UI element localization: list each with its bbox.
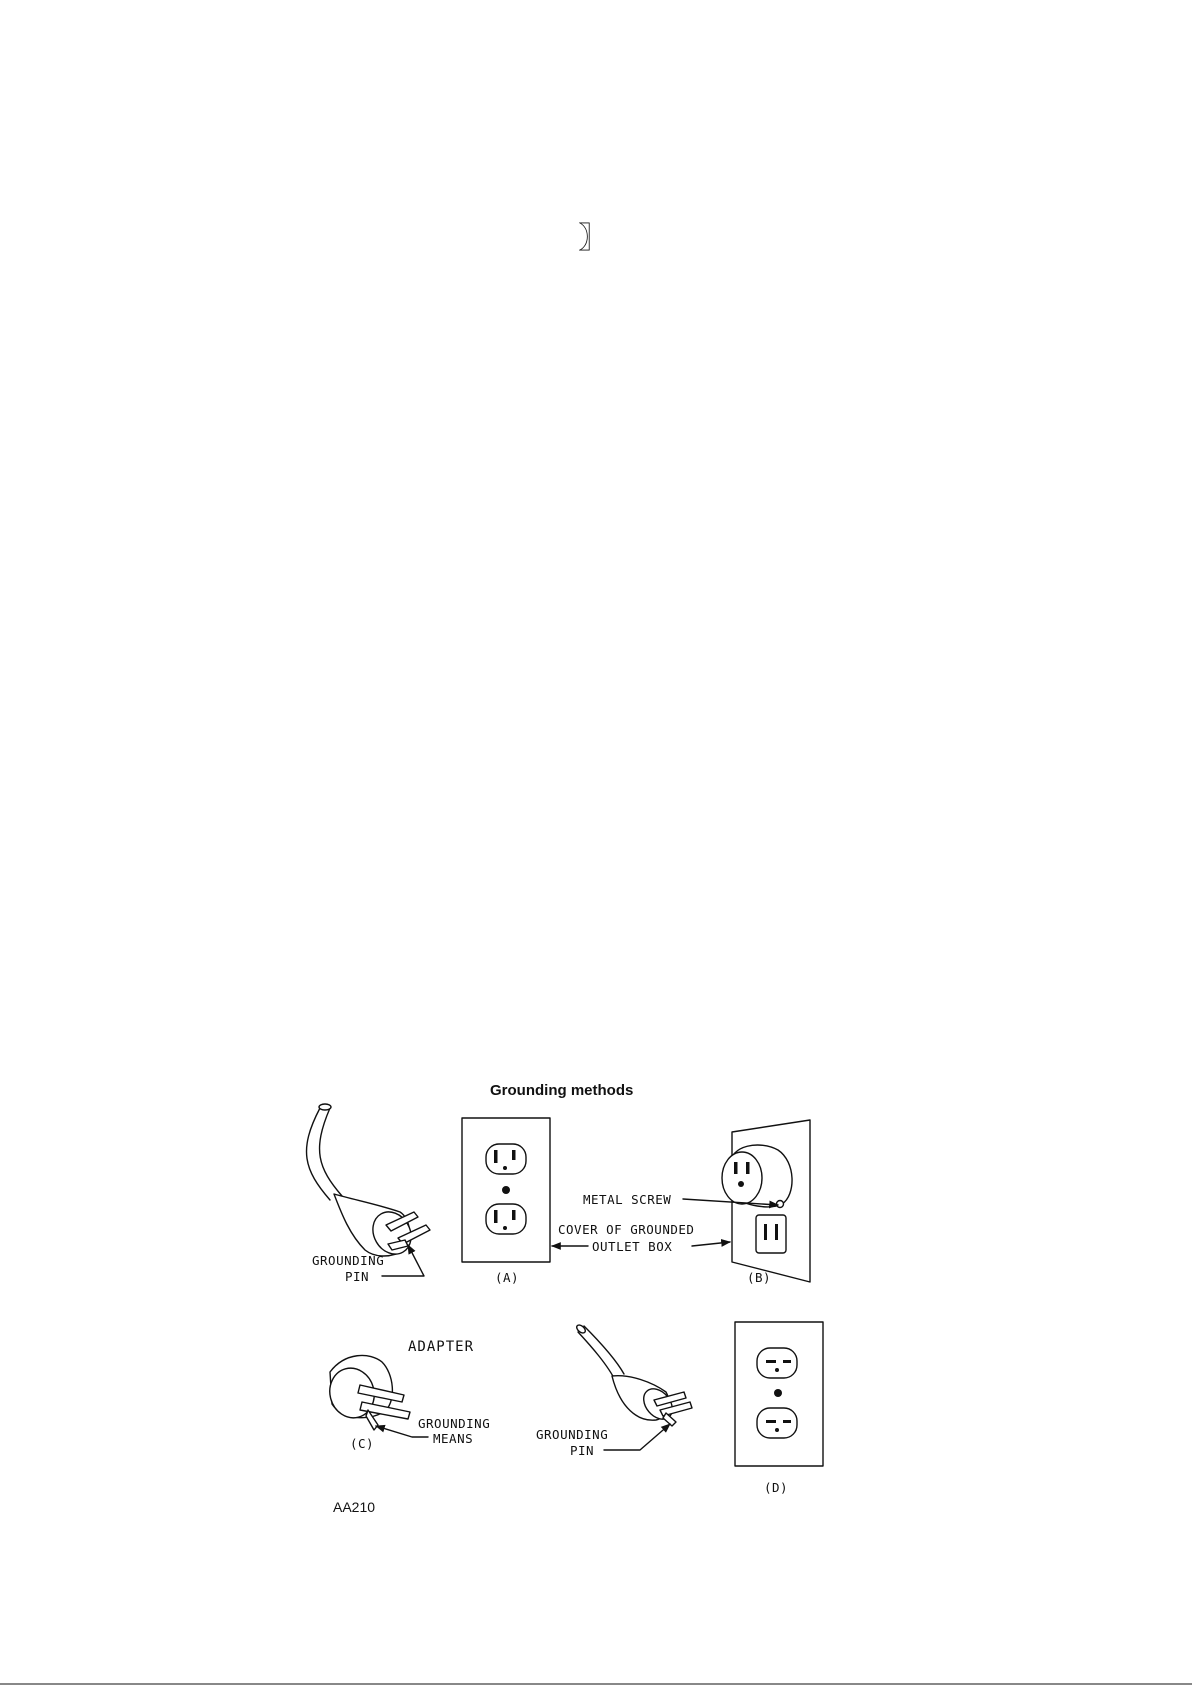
panel-a-label: (A) <box>495 1270 520 1285</box>
adapter-drawing-c <box>324 1355 410 1430</box>
cover-leader-right <box>692 1242 730 1246</box>
panel-b-label: (B) <box>747 1270 772 1285</box>
grounding-pin-bottom-label-line2: PIN <box>570 1443 595 1458</box>
cover-grounded-box-label-line1: COVER OF GROUNDED <box>558 1222 695 1237</box>
panel-c-label: (C) <box>350 1436 375 1451</box>
grounding-pin-top-label-line1: GROUNDING <box>312 1253 385 1268</box>
figure-code: AA210 <box>333 1499 376 1515</box>
cover-grounded-box-label-line2: OUTLET BOX <box>592 1239 673 1254</box>
duplex-outlet-d <box>735 1322 823 1466</box>
grounding-pin-top-label-line2: PIN <box>345 1269 370 1284</box>
duplex-outlet-a <box>462 1118 550 1262</box>
metal-screw-label: METAL SCREW <box>583 1192 672 1207</box>
grounding-pin-bottom-label-line1: GROUNDING <box>536 1427 609 1442</box>
two-prong-plug-with-ground-drawing <box>575 1323 692 1426</box>
three-prong-plug-drawing <box>307 1104 430 1261</box>
page-marker: 〗 <box>578 221 608 256</box>
grounding-means-label-line2: MEANS <box>433 1431 474 1446</box>
adapter-label: ADAPTER <box>408 1339 475 1355</box>
grounding-means-label-line1: GROUNDING <box>418 1416 491 1431</box>
figure-title: Grounding methods <box>490 1082 634 1099</box>
wall-outlet-with-adapter-b <box>722 1120 810 1282</box>
panel-d-label: (D) <box>764 1480 789 1495</box>
grounding-pin-bottom-leader <box>604 1424 670 1450</box>
